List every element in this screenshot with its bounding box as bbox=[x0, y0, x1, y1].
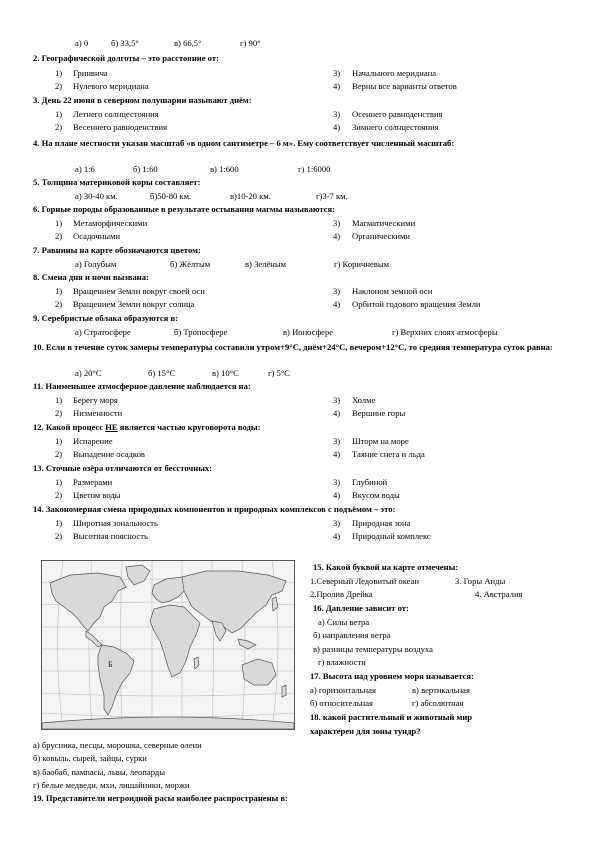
q3-num-b: 2) bbox=[55, 122, 63, 132]
q2-title: 2. Географической долготы – это расстояние от: bbox=[33, 53, 219, 63]
q14-title: 14. Закономерная смена природных компонентов и природных комплексов с подъёмом – это: bbox=[33, 504, 396, 514]
q15-title: 15. Какой буквой на карте отмечены: bbox=[313, 562, 459, 572]
q5-option-d: г)3-7 км. bbox=[316, 191, 348, 201]
q16-option-a: а) Силы ветра bbox=[318, 617, 370, 627]
q12-title-post: является частью круговорота воды: bbox=[117, 422, 261, 432]
q8-option-b: Вращением Земли вокруг солнца bbox=[73, 299, 195, 309]
q8-num-d: 4) bbox=[333, 299, 341, 309]
q2-option-a: Гринвича bbox=[73, 68, 108, 78]
q2-num-a: 1) bbox=[55, 68, 63, 78]
q11-num-b: 2) bbox=[55, 408, 63, 418]
q16-option-c: в) разницы температуры воздуха bbox=[313, 644, 433, 654]
q3-title: 3. День 22 июня в северном полушарии называют днём: bbox=[33, 95, 252, 105]
q6-title: 6. Горные породы образованные в результате остывания магмы называются: bbox=[33, 204, 336, 214]
q11-num-d: 4) bbox=[333, 408, 341, 418]
q6-num-b: 2) bbox=[55, 231, 63, 241]
q12-option-a: Испарение bbox=[73, 436, 113, 446]
q13-title: 13. Сточные озёра отличаются от бессточных: bbox=[33, 463, 213, 473]
q17-option-b: в) вертикальная bbox=[412, 685, 470, 695]
q6-option-a: Метаморфическими bbox=[73, 218, 148, 228]
q1-option-c: в) 66,5° bbox=[174, 38, 202, 48]
map-marker-label: Б bbox=[108, 660, 113, 669]
q13-option-d: Вкусом воды bbox=[352, 490, 400, 500]
q3-option-c: Осеннего равноденствия bbox=[352, 109, 443, 119]
q18-option-b: б) ковыль, сырей, зайцы, сурки bbox=[33, 753, 147, 763]
q12-num-d: 4) bbox=[333, 449, 341, 459]
q1-option-b: б) 33,5° bbox=[111, 38, 139, 48]
q15-item-2: 2.Пролив Дрейка bbox=[310, 589, 373, 599]
q6-num-a: 1) bbox=[55, 218, 63, 228]
q16-option-d: г) влажности bbox=[318, 657, 366, 667]
q17-option-a: а) горизонтальная bbox=[310, 685, 376, 695]
q14-num-c: 3) bbox=[333, 518, 341, 528]
q10-title: 10. Если в течение суток замеры температуры составили утром+9°С, днём+24°С, вечером+12°С, то средняя температура суток равна: bbox=[33, 342, 553, 352]
q18-option-a: а) брусника, песцы, морошка, северные олени bbox=[33, 740, 202, 750]
q15-item-4: 4. Австралия bbox=[475, 589, 523, 599]
q14-option-a: Широтная зональность bbox=[73, 518, 158, 528]
q5-option-a: а) 30-40 км. bbox=[75, 191, 118, 201]
q12-num-a: 1) bbox=[55, 436, 63, 446]
q2-num-c: 3) bbox=[333, 68, 341, 78]
q11-option-a: Берегу моря bbox=[73, 395, 118, 405]
q3-num-a: 1) bbox=[55, 109, 63, 119]
q11-title: 11. Наименьшее атмосферное давление наблюдается на: bbox=[33, 381, 251, 391]
q7-option-d: г) Коричневым bbox=[334, 259, 390, 269]
q13-option-a: Размерами bbox=[73, 477, 113, 487]
q11-option-c: Холме bbox=[352, 395, 376, 405]
q16-option-b: б) направления ветра bbox=[313, 630, 391, 640]
q13-num-c: 3) bbox=[333, 477, 341, 487]
q2-option-d: Верны все варианты ответов bbox=[352, 81, 457, 91]
q12-option-b: Выпадение осадков bbox=[73, 449, 145, 459]
q3-option-d: Зимнего солнцестояния bbox=[352, 122, 439, 132]
q7-option-b: б) Жёлтым bbox=[170, 259, 211, 269]
q12-title-emphasis: НЕ bbox=[105, 422, 118, 432]
q13-option-c: Глубиной bbox=[352, 477, 388, 487]
q8-num-c: 3) bbox=[333, 286, 341, 296]
q2-option-c: Начального меридиана bbox=[352, 68, 437, 78]
q6-num-d: 4) bbox=[333, 231, 341, 241]
q10-option-a: а) 20°С bbox=[75, 368, 102, 378]
q4-option-d: г) 1:6000 bbox=[298, 164, 331, 174]
q16-title: 16. Давление зависит от: bbox=[313, 603, 409, 613]
q3-option-b: Весеннего равноденствия bbox=[73, 122, 168, 132]
q15-item-3: 3. Горы Анды bbox=[455, 576, 506, 586]
q12-option-c: Шторм на море bbox=[352, 436, 409, 446]
q17-option-d: г) абсолютная bbox=[412, 698, 464, 708]
q18-title-line2: характерен для зоны тундр? bbox=[310, 726, 421, 736]
q11-num-a: 1) bbox=[55, 395, 63, 405]
q9-title: 9. Серебристые облака образуются в: bbox=[33, 313, 178, 323]
q14-option-d: Природный комплекс bbox=[352, 531, 431, 541]
q14-num-b: 2) bbox=[55, 531, 63, 541]
q6-option-d: Органическими bbox=[352, 231, 411, 241]
q13-option-b: Цветом воды bbox=[73, 490, 121, 500]
q12-option-d: Таяние снега и льда bbox=[352, 449, 425, 459]
q3-option-a: Летнего солнцестояния bbox=[73, 109, 159, 119]
q13-num-a: 1) bbox=[55, 477, 63, 487]
q10-option-d: г) 5°С bbox=[268, 368, 291, 378]
q7-option-c: в) Зелёным bbox=[245, 259, 287, 269]
new-zealand bbox=[282, 685, 286, 697]
q11-num-c: 3) bbox=[333, 395, 341, 405]
q15-item-1: 1.Северный Ледовитый океан bbox=[310, 576, 419, 586]
q10-option-c: в) 10°С bbox=[212, 368, 239, 378]
q8-option-d: Орбитой годового вращения Земли bbox=[352, 299, 481, 309]
q5-option-b: б)50-80 км. bbox=[150, 191, 192, 201]
q2-num-d: 4) bbox=[333, 81, 341, 91]
q19-title: 19. Представители негроидной расы наиболее распространены в: bbox=[33, 793, 288, 803]
world-map bbox=[41, 560, 295, 730]
q4-title: 4. На плане местности указан масштаб «в одном сантиметре – 6 м». Ему соответствует численный масштаб: bbox=[33, 138, 455, 148]
q9-option-c: в) Ионосфере bbox=[283, 327, 334, 337]
q6-option-c: Магматическими bbox=[352, 218, 416, 228]
q12-num-c: 3) bbox=[333, 436, 341, 446]
q4-option-c: в) 1:600 bbox=[210, 164, 239, 174]
australia bbox=[242, 659, 276, 685]
q6-num-c: 3) bbox=[333, 218, 341, 228]
q3-num-d: 4) bbox=[333, 122, 341, 132]
q9-option-a: а) Стратосфере bbox=[75, 327, 131, 337]
q8-option-a: Вращением Земли вокруг своей оси bbox=[73, 286, 205, 296]
q1-option-d: г) 90° bbox=[240, 38, 261, 48]
q14-option-b: Высотная поясность bbox=[73, 531, 148, 541]
q17-title: 17. Высота над уровнем моря называется: bbox=[310, 671, 474, 681]
q13-num-b: 2) bbox=[55, 490, 63, 500]
q9-option-b: б) Тропосфере bbox=[174, 327, 228, 337]
q8-num-b: 2) bbox=[55, 299, 63, 309]
q12-title bbox=[33, 423, 260, 432]
q18-option-d: г) белые медведи, мхи, лишайники, моржи bbox=[33, 780, 190, 790]
q18-title-line1: 18. какой растительный и животный мир bbox=[310, 712, 473, 722]
q5-option-c: в)10-20 км. bbox=[230, 191, 271, 201]
q8-title: 8. Смена дня и ночи вызвана: bbox=[33, 272, 149, 282]
q13-num-d: 4) bbox=[333, 490, 341, 500]
q18-option-c: в) баобаб, пампасы, львы, леопарды bbox=[33, 767, 166, 777]
q12-num-b: 2) bbox=[55, 449, 63, 459]
q8-num-a: 1) bbox=[55, 286, 63, 296]
q14-option-c: Природная зона bbox=[352, 518, 411, 528]
world-map-drawing bbox=[42, 561, 294, 729]
q8-option-c: Наклоном земной оси bbox=[352, 286, 433, 296]
q2-num-b: 2) bbox=[55, 81, 63, 91]
q7-option-a: а) Голубым bbox=[75, 259, 117, 269]
q4-option-a: а) 1:6 bbox=[75, 164, 95, 174]
q1-option-a: а) 0 bbox=[75, 38, 89, 48]
q12-title-pre: 12. Какой процесс bbox=[33, 422, 106, 432]
q3-num-c: 3) bbox=[333, 109, 341, 119]
q14-num-a: 1) bbox=[55, 518, 63, 528]
q4-option-b: б) 1:60 bbox=[133, 164, 158, 174]
q6-option-b: Осадочными bbox=[73, 231, 121, 241]
q10-option-b: б) 15°С bbox=[148, 368, 176, 378]
q7-title: 7. Равнины на карте обозначаются цветом: bbox=[33, 245, 201, 255]
q17-option-c: б) относительная bbox=[310, 698, 373, 708]
q14-num-d: 4) bbox=[333, 531, 341, 541]
q11-option-d: Вершине горы bbox=[352, 408, 406, 418]
q9-option-d: г) Верхних слоях атмосферы bbox=[392, 327, 498, 337]
q11-option-b: Низменности bbox=[73, 408, 123, 418]
q2-option-b: Нулевого меридиана bbox=[73, 81, 149, 91]
q5-title: 5. Толщина материковой коры составляет: bbox=[33, 177, 201, 187]
